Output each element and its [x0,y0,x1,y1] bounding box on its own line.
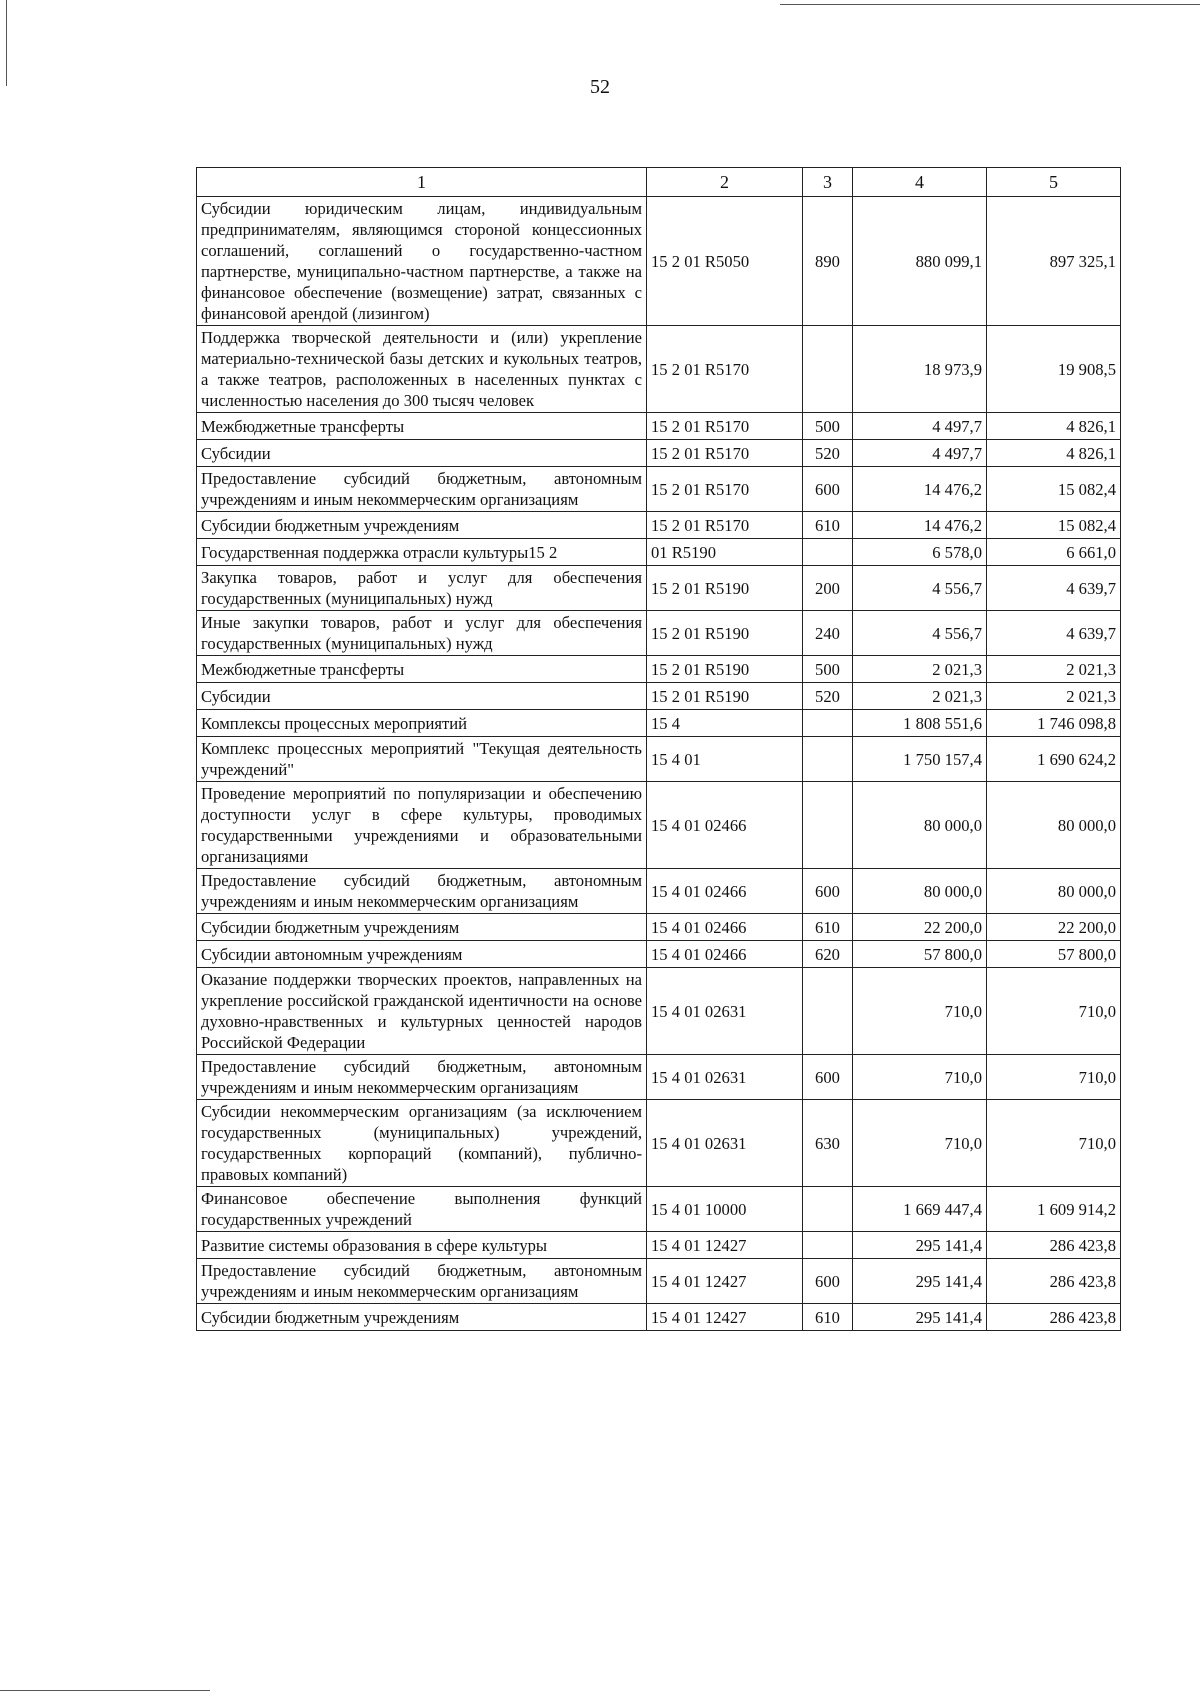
row-name: Предоставление субсидий бюджетным, автономным учреждениям и иным некоммерческим организациям [197,1055,647,1100]
row-type [803,1187,853,1232]
row-name: Субсидии бюджетным учреждениям [197,1304,647,1331]
row-name: Государственная поддержка отрасли культуры15 2 [197,539,647,566]
row-name: Закупка товаров, работ и услуг для обеспечения государственных (муниципальных) нужд [197,566,647,611]
row-name: Иные закупки товаров, работ и услуг для обеспечения государственных (муниципальных) нужд [197,611,647,656]
row-value-2: 15 082,4 [987,512,1121,539]
row-code: 15 4 01 12427 [647,1232,803,1259]
table-row [197,326,1121,413]
row-value-2: 4 826,1 [987,413,1121,440]
row-value-1: 1 750 157,4 [853,737,987,782]
row-value-2: 6 661,0 [987,539,1121,566]
table-row [197,1304,1121,1331]
scan-edge-line-top [780,4,1200,5]
table-row [197,737,1121,782]
row-type: 610 [803,512,853,539]
row-name: Межбюджетные трансферты [197,413,647,440]
row-value-1: 710,0 [853,1100,987,1187]
row-value-2: 15 082,4 [987,467,1121,512]
table-row [197,1055,1121,1100]
row-name: Предоставление субсидий бюджетным, автономным учреждениям и иным некоммерческим организациям [197,467,647,512]
row-code: 15 2 01 R5190 [647,683,803,710]
row-code: 15 2 01 R5190 [647,611,803,656]
row-name: Субсидии юридическим лицам, индивидуальным предпринимателям, являющимся стороной концессионных соглашений, соглашений о государственно-частном партнерстве, муниципально-частном партнерстве, а также на финансовое обеспечение (возмещение) затрат, связанных с финансовой арендой (лизингом) [197,197,647,326]
row-value-1: 710,0 [853,1055,987,1100]
row-value-2: 80 000,0 [987,782,1121,869]
row-value-2: 2 021,3 [987,683,1121,710]
row-value-1: 22 200,0 [853,914,987,941]
row-type: 610 [803,914,853,941]
table-row [197,656,1121,683]
row-value-2: 286 423,8 [987,1304,1121,1331]
table-row [197,467,1121,512]
table-row [197,1259,1121,1304]
column-header-value-2: 5 [987,168,1121,197]
row-type: 600 [803,467,853,512]
column-header-name: 1 [197,168,647,197]
row-code: 15 2 01 R5190 [647,566,803,611]
row-value-1: 295 141,4 [853,1232,987,1259]
row-value-1: 880 099,1 [853,197,987,326]
row-code: 01 R5190 [647,539,803,566]
row-code: 15 2 01 R5190 [647,656,803,683]
row-code: 15 2 01 R5170 [647,512,803,539]
row-name: Комплекс процессных мероприятий "Текущая деятельность учреждений" [197,737,647,782]
row-name: Субсидии [197,683,647,710]
row-name: Субсидии автономным учреждениям [197,941,647,968]
table-row [197,941,1121,968]
row-type [803,539,853,566]
row-type: 240 [803,611,853,656]
table-row [197,611,1121,656]
row-value-2: 897 325,1 [987,197,1121,326]
row-type [803,782,853,869]
row-code: 15 4 01 02631 [647,1100,803,1187]
row-value-1: 6 578,0 [853,539,987,566]
row-value-1: 4 497,7 [853,440,987,467]
scan-edge-line-bottom [0,1690,210,1691]
row-name: Поддержка творческой деятельности и (или) укрепление материально-технической базы детских и кукольных театров, а также театров, расположенных в населенных пунктах с численностью населения до 300 тысяч человек [197,326,647,413]
row-type: 520 [803,683,853,710]
table-row [197,968,1121,1055]
row-type: 600 [803,1055,853,1100]
row-code: 15 4 01 12427 [647,1259,803,1304]
row-value-2: 1 746 098,8 [987,710,1121,737]
row-value-2: 710,0 [987,968,1121,1055]
table-row [197,1100,1121,1187]
row-value-1: 80 000,0 [853,782,987,869]
row-type: 630 [803,1100,853,1187]
row-type: 200 [803,566,853,611]
row-value-1: 2 021,3 [853,656,987,683]
row-code: 15 4 01 12427 [647,1304,803,1331]
row-value-2: 57 800,0 [987,941,1121,968]
row-value-1: 18 973,9 [853,326,987,413]
row-name: Межбюджетные трансферты [197,656,647,683]
row-code: 15 2 01 R5170 [647,440,803,467]
row-value-2: 4 639,7 [987,611,1121,656]
table-row [197,869,1121,914]
table-row [197,914,1121,941]
row-code: 15 2 01 R5170 [647,326,803,413]
row-type: 610 [803,1304,853,1331]
row-value-1: 4 556,7 [853,566,987,611]
row-name: Субсидии бюджетным учреждениям [197,512,647,539]
column-header-type: 3 [803,168,853,197]
row-value-2: 2 021,3 [987,656,1121,683]
table-row [197,512,1121,539]
row-name: Субсидии некоммерческим организациям (за исключением государственных (муниципальных) учреждений, государственных корпораций (компаний), публично-правовых компаний) [197,1100,647,1187]
table-row [197,782,1121,869]
column-header-value-1: 4 [853,168,987,197]
row-code: 15 4 01 [647,737,803,782]
row-type: 500 [803,656,853,683]
row-value-2: 19 908,5 [987,326,1121,413]
row-value-1: 1 808 551,6 [853,710,987,737]
row-value-2: 286 423,8 [987,1259,1121,1304]
table-row [197,710,1121,737]
row-value-1: 4 556,7 [853,611,987,656]
row-type [803,326,853,413]
row-value-2: 1 690 624,2 [987,737,1121,782]
row-name: Субсидии бюджетным учреждениям [197,914,647,941]
scan-edge-line-left [6,0,7,86]
row-value-1: 14 476,2 [853,512,987,539]
row-name: Проведение мероприятий по популяризации и обеспечению доступности услуг в сфере культуры, проводимых государственными учреждениями и образовательными организациями [197,782,647,869]
row-value-2: 710,0 [987,1100,1121,1187]
row-value-1: 14 476,2 [853,467,987,512]
budget-table [196,167,1121,1331]
row-type: 600 [803,1259,853,1304]
row-type: 620 [803,941,853,968]
row-value-1: 710,0 [853,968,987,1055]
row-value-2: 286 423,8 [987,1232,1121,1259]
row-value-2: 22 200,0 [987,914,1121,941]
row-type [803,1232,853,1259]
table-row [197,683,1121,710]
row-code: 15 4 01 02631 [647,968,803,1055]
row-code: 15 4 01 10000 [647,1187,803,1232]
row-value-1: 295 141,4 [853,1304,987,1331]
column-header-code: 2 [647,168,803,197]
row-type [803,737,853,782]
row-code: 15 4 01 02466 [647,869,803,914]
table-row [197,1187,1121,1232]
row-code: 15 2 01 R5050 [647,197,803,326]
table-row [197,539,1121,566]
row-value-1: 57 800,0 [853,941,987,968]
row-name: Финансовое обеспечение выполнения функций государственных учреждений [197,1187,647,1232]
row-type: 500 [803,413,853,440]
row-name: Предоставление субсидий бюджетным, автономным учреждениям и иным некоммерческим организациям [197,869,647,914]
row-value-2: 1 609 914,2 [987,1187,1121,1232]
row-type: 520 [803,440,853,467]
row-code: 15 2 01 R5170 [647,413,803,440]
row-value-1: 1 669 447,4 [853,1187,987,1232]
row-value-1: 80 000,0 [853,869,987,914]
row-name: Комплексы процессных мероприятий [197,710,647,737]
row-code: 15 4 01 02466 [647,782,803,869]
row-type: 890 [803,197,853,326]
row-value-2: 4 826,1 [987,440,1121,467]
table-row [197,1232,1121,1259]
row-name: Развитие системы образования в сфере культуры [197,1232,647,1259]
row-code: 15 4 [647,710,803,737]
table-row [197,440,1121,467]
row-name: Субсидии [197,440,647,467]
row-name: Оказание поддержки творческих проектов, направленных на укрепление российской гражданской идентичности на основе духовно-нравственных и культурных ценностей народов Российской Федерации [197,968,647,1055]
table-row [197,566,1121,611]
row-type [803,968,853,1055]
row-code: 15 4 01 02466 [647,941,803,968]
table-row [197,197,1121,326]
row-code: 15 2 01 R5170 [647,467,803,512]
row-value-2: 80 000,0 [987,869,1121,914]
row-value-1: 295 141,4 [853,1259,987,1304]
page-number: 52 [590,76,610,98]
row-name: Предоставление субсидий бюджетным, автономным учреждениям и иным некоммерческим организациям [197,1259,647,1304]
row-type: 600 [803,869,853,914]
row-code: 15 4 01 02631 [647,1055,803,1100]
row-type [803,710,853,737]
row-code: 15 4 01 02466 [647,914,803,941]
row-value-2: 4 639,7 [987,566,1121,611]
row-value-2: 710,0 [987,1055,1121,1100]
table-row [197,413,1121,440]
row-value-1: 2 021,3 [853,683,987,710]
table-header-row [197,168,1121,197]
row-value-1: 4 497,7 [853,413,987,440]
